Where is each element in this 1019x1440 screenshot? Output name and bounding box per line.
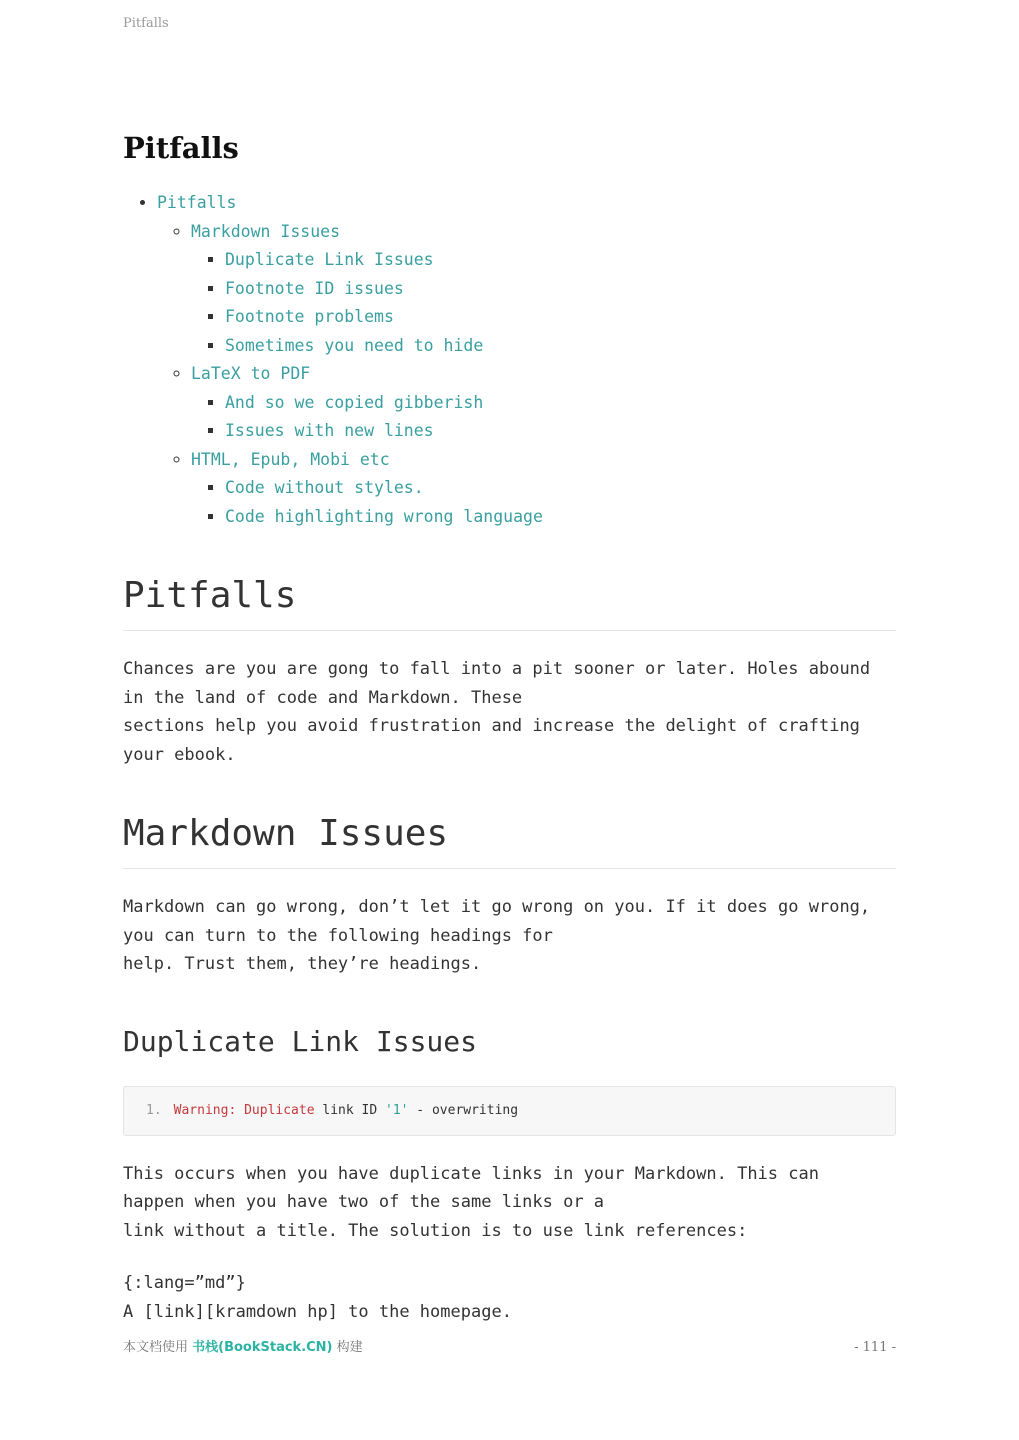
toc-link[interactable]: Code without styles. (225, 478, 424, 497)
code-token-warning: Warning: Duplicate (173, 1102, 315, 1118)
text-line: Chances are you are gong to fall into a pit sooner or later. Holes abound (123, 659, 871, 679)
page-title: Pitfalls (123, 131, 239, 165)
paragraph (123, 893, 896, 979)
toc-level-2 (157, 218, 896, 532)
toc-item (225, 275, 896, 304)
toc-item (225, 417, 896, 446)
text-line: help. Trust them, they’re headings. (123, 954, 482, 974)
text-line: Markdown can go wrong, don’t let it go wrong on you. If it does go wrong, (123, 897, 871, 917)
toc-link[interactable]: Sometimes you need to hide (225, 335, 484, 355)
code-token-plain: link ID (314, 1102, 385, 1118)
toc-item (225, 246, 896, 275)
code-line-number: 1. (146, 1102, 162, 1118)
toc-link[interactable]: And so we copied gibberish (225, 392, 484, 412)
toc-item (225, 474, 896, 503)
code-block (123, 1086, 896, 1136)
paragraph (123, 1160, 896, 1246)
text-line: you can turn to the following headings for (123, 925, 553, 946)
toc-link[interactable]: Footnote problems (225, 307, 394, 326)
toc-item (191, 218, 896, 361)
running-header: Pitfalls (123, 16, 169, 31)
toc-level-3 (191, 474, 896, 531)
table-of-contents (123, 189, 896, 531)
toc-level-3 (191, 389, 896, 446)
text-line: link without a title. The solution is to use link references: (123, 1220, 748, 1241)
bookstack-link[interactable]: 书栈(BookStack.CN) (192, 1340, 333, 1355)
toc-item (225, 332, 896, 361)
toc-item (157, 189, 896, 531)
code-token-string: '1' (385, 1102, 409, 1118)
footer-built-with (123, 1336, 363, 1355)
section-heading-duplicate-link-issues: Duplicate Link Issues (123, 1024, 478, 1058)
paragraph (123, 1269, 896, 1326)
toc-item (191, 446, 896, 532)
toc-link[interactable]: Code highlighting wrong language (225, 506, 543, 526)
paragraph (123, 655, 896, 769)
toc-link[interactable]: Issues with new lines (225, 421, 434, 440)
toc-link[interactable]: Pitfalls (157, 193, 237, 212)
toc-item (225, 503, 896, 532)
toc-level-3 (191, 246, 896, 360)
toc-link[interactable]: Duplicate Link Issues (225, 250, 434, 269)
toc-link[interactable]: Footnote ID issues (225, 278, 404, 298)
toc-link[interactable]: LaTeX to PDF (191, 364, 311, 383)
text-line: happen when you have two of the same links or a (123, 1192, 605, 1212)
section-heading-markdown-issues: Markdown Issues (123, 813, 896, 869)
text-line: {:lang=”md”} (123, 1273, 246, 1293)
text-line: in the land of code and Markdown. These (123, 687, 523, 708)
text-line: A [link][kramdown hp] to the homepage. (123, 1301, 512, 1322)
text-line: This occurs when you have duplicate links in your Markdown. This can (123, 1163, 819, 1184)
toc-link[interactable]: HTML, Epub, Mobi etc (191, 449, 390, 469)
page-footer (123, 1336, 896, 1355)
page-number: - 111 - (854, 1340, 896, 1355)
text-line: sections help you avoid frustration and increase the delight of crafting (123, 716, 860, 736)
toc-item (191, 360, 896, 446)
code-token-plain: - overwriting (408, 1102, 519, 1118)
footer-text-prefix: 本文档使用 (123, 1340, 193, 1355)
footer-text-suffix: 构建 (332, 1340, 363, 1355)
toc-link[interactable]: Markdown Issues (191, 221, 341, 241)
toc-item (225, 303, 896, 332)
toc-level-1 (123, 189, 896, 531)
section-heading-pitfalls: Pitfalls (123, 575, 896, 631)
toc-item (225, 389, 896, 418)
text-line: your ebook. (123, 744, 236, 765)
